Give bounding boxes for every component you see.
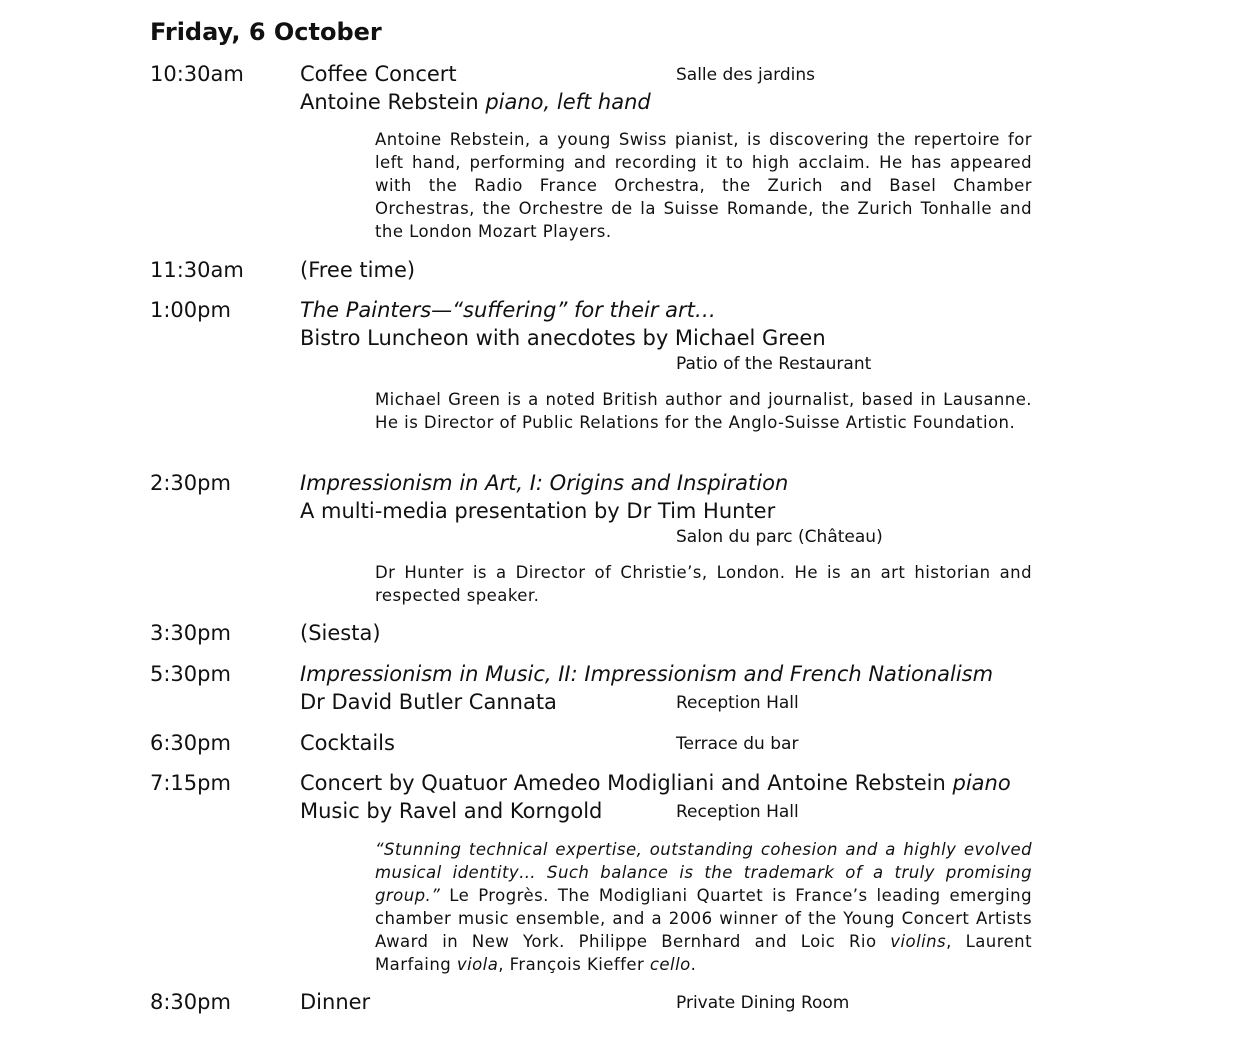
event-venue: Salle des jardins [676,65,816,85]
role-viola: viola [456,955,499,974]
event-time: 3:30pm [150,621,231,645]
event-title: (Siesta) [300,621,381,645]
event-subtitle: Bistro Luncheon with anecdotes by Michael Green [300,326,826,350]
page-title: Friday, 6 October [150,18,382,46]
event-performer-line [300,88,651,116]
event-subtitle: A multi-media presentation by Dr Tim Hunter [300,499,776,523]
event-description [375,838,1032,976]
event-venue: Salon du parc (Château) [676,527,883,547]
event-title: Cocktails [300,731,395,755]
text-segment: . [690,955,697,974]
role-violins: violins [890,932,947,951]
event-description: Antoine Rebstein, a young Swiss pianist, is discovering the repertoire for left hand, performing and recording it to high acclaim. He has appeared with the Radio France Orchestra, the Zurich and Basel Chamber Orchestras, the Orchestre de la Suisse Romande, the Zurich Tonhalle and the London Mozart Players. [375,130,1032,241]
performer-role: piano, left hand [485,90,651,114]
event-time: 7:15pm [150,771,231,795]
event-subtitle: Music by Ravel and Korngold [300,799,603,823]
event-venue: Reception Hall [676,802,799,822]
event-venue: Patio of the Restaurant [676,354,872,374]
event-time: 11:30am [150,258,244,282]
event-title: (Free time) [300,258,416,282]
text-segment: , Laurent Marfaing [375,932,1032,974]
text-segment: , François Kieffer [498,955,650,974]
event-time: 1:00pm [150,298,231,322]
event-venue: Terrace du bar [676,734,799,754]
event-title: Dinner [300,990,371,1014]
event-time: 2:30pm [150,471,231,495]
event-subtitle: Dr David Butler Cannata [300,690,557,714]
event-title: Impressionism in Art, I: Origins and Inspiration [300,471,789,495]
event-time: 5:30pm [150,662,231,686]
event-venue: Reception Hall [676,693,799,713]
event-time: 6:30pm [150,731,231,755]
event-title: Concert by Quatuor Amedeo Modigliani and Antoine Rebstein [300,771,946,795]
event-title-role: piano [952,771,1011,795]
quote-source-text: Le Progrès. The Modigliani Quartet is France’s leading emerging chamber music ensemble, and a 2006 winner of the Young Concert Artists Award in New York. Philippe Bernhard and Loic Rio [375,886,1032,951]
event-time: 10:30am [150,62,244,86]
event-time: 8:30pm [150,990,231,1014]
event-title: Coffee Concert [300,62,457,86]
press-quote: “Stunning technical expertise, outstanding cohesion and a highly evolved musical identity… Such balance is the trademark of a truly promising group.” [375,840,1032,905]
event-description: Michael Green is a noted British author and journalist, based in Lausanne. He is Director of Public Relations for the Anglo-Suisse Artistic Foundation. [375,390,1032,432]
event-venue: Private Dining Room [676,993,850,1013]
role-cello: cello [649,955,691,974]
event-title: The Painters—“suffering” for their art… [300,298,716,322]
performer-name: Antoine Rebstein [300,90,479,114]
event-description: Dr Hunter is a Director of Christie’s, London. He is an art historian and respected speaker. [375,563,1032,605]
event-title: Impressionism in Music, II: Impressionism and French Nationalism [300,662,994,686]
event-title-line [300,769,1011,797]
